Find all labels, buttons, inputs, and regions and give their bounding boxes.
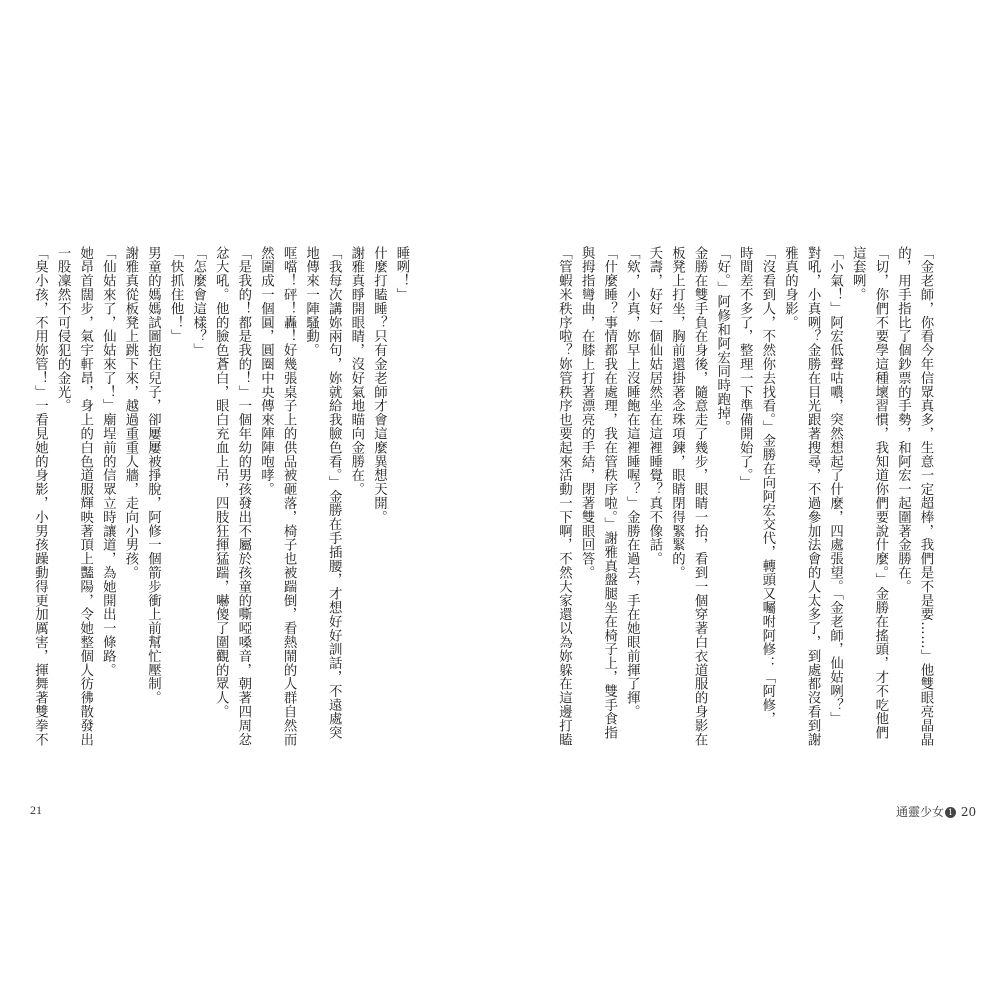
text-column: 謝雅真睜開眼睛，沒好氣地瞄向金勝在。 (348, 246, 364, 497)
text-column: 這套咧。 (850, 246, 866, 302)
text-column: 忿大吼。他的臉色蒼白，眼白充血上吊，四肢狂揮猛踹，嚇傻了圍觀的眾人。 (213, 246, 229, 719)
text-column: 雅真的身影。 (782, 246, 798, 330)
volume-badge: 1 (945, 807, 956, 818)
text-column: 對吼，小真咧？金勝在目光跟著搜尋，不過參加法會的人太多了，到處都沒看到謝 (805, 246, 821, 747)
text-column: 哐噹！砰！轟！好幾張桌子上的供品被砸落，椅子也被踹倒，看熱鬧的人群自然而 (281, 246, 297, 747)
text-column: 男童的媽媽試圖抱住兒子，卻屢屢被掙脫，阿修一個箭步衝上前幫忙壓制。 (145, 246, 161, 705)
text-column: 時間差不多了，整理一下準備開始了。」 (737, 246, 753, 490)
page-number-left: 21 (30, 803, 42, 817)
text-column: 「怎麼會這樣？」 (190, 246, 206, 358)
text-column: 然圍成一個圓，圓圈中央傳來陣陣咆哮。 (258, 246, 274, 497)
text-column: 「金老師，你看今年信眾真多，生意一定超棒，我們是不是要……」他雙眼亮晶晶 (918, 246, 933, 747)
running-footer-right (896, 803, 976, 820)
text-column: 「好。」阿修和阿宏同時跑掉。 (714, 246, 730, 434)
text-column: 「管蝦米秩序啦？妳管秩序也要起來活動一下啊，不然大家還以為妳躲在這邊打瞌 (556, 246, 572, 747)
text-column: 「我每次講妳兩句，妳就給我臉色看。」金勝在手插腰，才想好好訓話，不遠處突 (326, 246, 342, 740)
text-column: 的，用手指比了個鈔票的手勢，和阿宏一起圍著金勝在。 (895, 246, 911, 594)
text-column: 什麼打瞌睡？只有金老師才會這麼異想天開。 (371, 246, 387, 524)
text-column: 「切，你們不要學這種壞習慣，我知道你們要說什麼。」金勝在搖頭，才不吃他們 (872, 246, 888, 740)
text-column: 板凳上打坐，胸前還掛著念珠項鍊，眼睛閉得緊緊的。 (669, 246, 685, 580)
text-column: 「臭小孩，不用妳管！」一看見她的身影，小男孩躁動得更加厲害，揮舞著雙拳不 (32, 246, 48, 747)
left-page-body (32, 246, 412, 754)
right-page-body (556, 246, 936, 754)
book-title: 通靈少女 (896, 805, 945, 819)
book-gutter (499, 0, 500, 1000)
text-column: 金勝在雙手負在身後，隨意走了幾步，眼睛一抬，看到一個穿著白衣道服的身影在 (692, 246, 708, 747)
text-column: 「是我的！都是我的！」一個年幼的男孩發出不屬於孩童的嘶啞嗓音，朝著四周忿 (235, 246, 251, 747)
text-column: 「仙姑來了，仙姑來了！」廟埕前的信眾立時讓道，為她開出一條路。 (100, 246, 116, 677)
text-column: 「沒看到人，不然你去找看。」金勝在向阿宏交代，轉頭又囑咐阿修：「阿修， (759, 246, 775, 726)
text-column: 「快抓住他！」 (168, 246, 184, 344)
text-column: 「什麼睡？事情都我在處理，我在管秩序啦。」謝雅真盤腿坐在椅子上，雙手食指 (601, 246, 617, 740)
page-number-right: 20 (960, 805, 977, 819)
text-column: 睡咧！」 (394, 246, 409, 302)
text-column: 「欸，小真，妳早上沒睡飽在這裡睡喔？」金勝在過去，手在她眼前揮了揮。 (624, 246, 640, 719)
text-column: 地傳來一陣騷動。 (303, 246, 319, 358)
text-column: 「小氣！」阿宏低聲咕噥，突然想起了什麼，四處張望。「金老師，仙姑咧？」 (827, 246, 843, 726)
text-column: 與拇指彎曲，在膝上打著漂亮的手結，閉著雙眼回答。 (579, 246, 595, 580)
text-column: 謝雅真從板凳上跳下來，越過重重人牆，走向小男孩。 (122, 246, 138, 580)
text-column: 她昂首闊步，氣宇軒昂，身上的白色道服輝映著頂上豔陽，令她整個人彷彿散發出 (77, 246, 93, 747)
text-column: 夭壽，好好一個仙姑居然坐在這裡睡覺？真不像話。 (646, 246, 662, 566)
text-column: 一股凜然不可侵犯的金光。 (55, 246, 71, 413)
